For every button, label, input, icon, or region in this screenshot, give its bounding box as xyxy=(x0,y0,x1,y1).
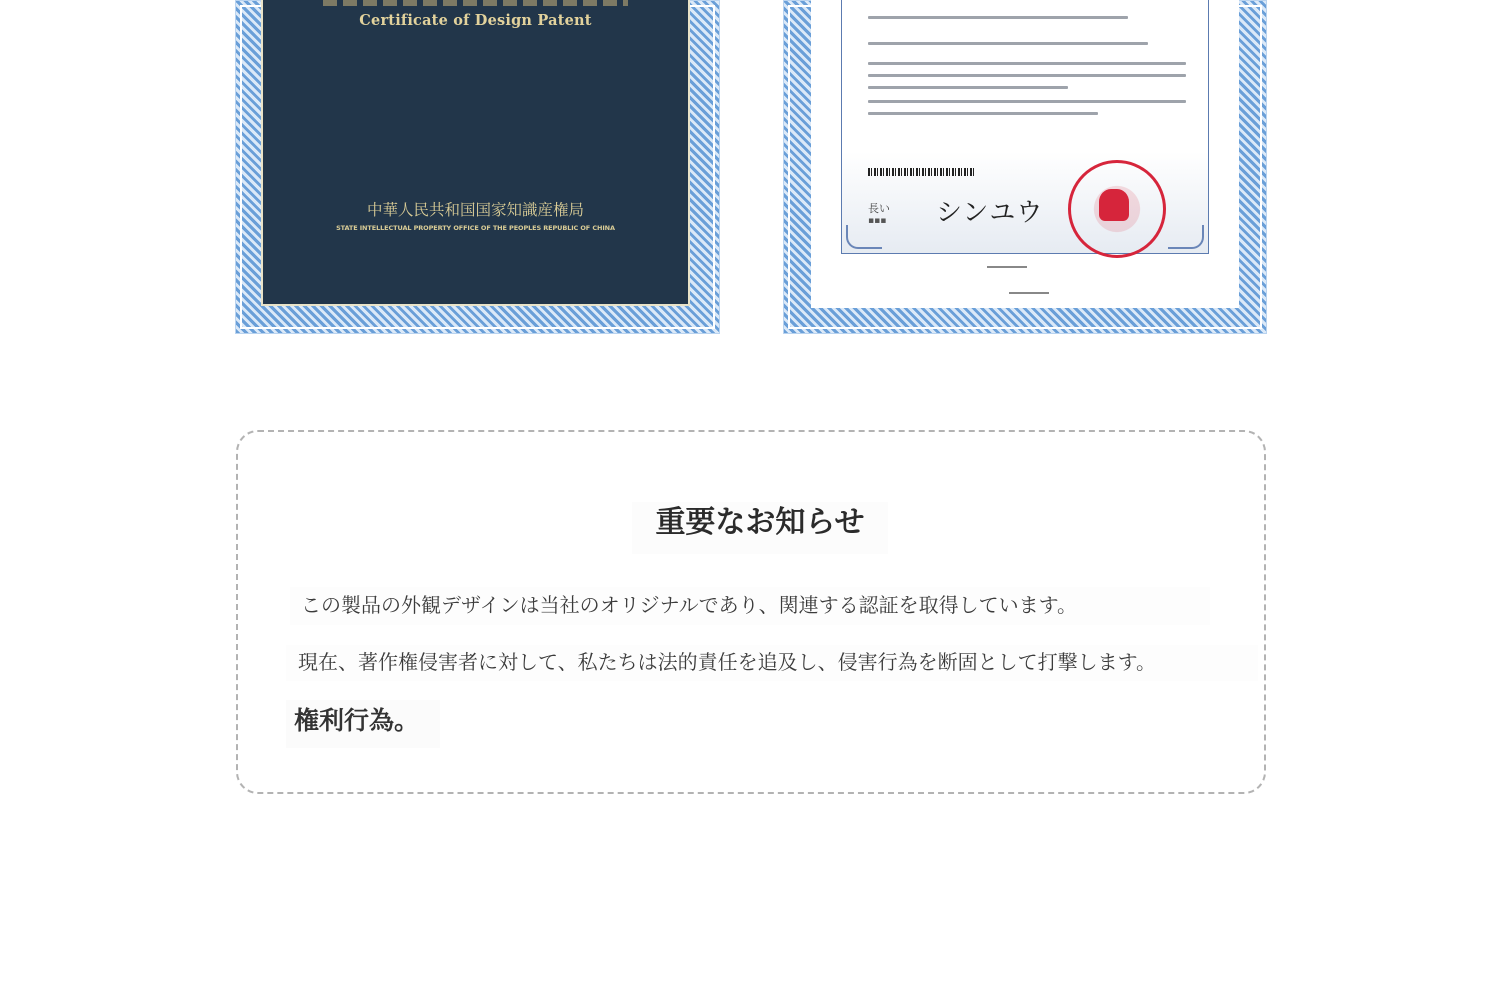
design-patent-certificate-page-image xyxy=(783,0,1267,334)
document-text-line xyxy=(868,62,1186,65)
cover-title-remnant xyxy=(323,0,628,6)
certificate-page xyxy=(811,0,1239,308)
design-patent-certificate-cover-image xyxy=(235,0,720,334)
notice-title: 重要なお知らせ xyxy=(632,502,888,554)
document-text-line xyxy=(868,100,1186,103)
cover-subtitle: Certificate of Design Patent xyxy=(359,12,592,29)
notice-line-design-originality: この製品の外観デザインは当社のオリジナルであり、関連する認証を取得しています。 xyxy=(290,587,1210,625)
ornament-corner-icon xyxy=(846,225,882,249)
footer-text-line xyxy=(1009,292,1049,294)
document-text-line xyxy=(868,86,1068,89)
barcode xyxy=(868,168,976,176)
ornament-corner-icon xyxy=(1168,225,1204,249)
document-text-line xyxy=(868,16,1128,19)
document-text-line xyxy=(868,112,1098,115)
notice-line-legal-action: 現在、著作権侵害者に対して、私たちは法的責任を追及し、侵害行為を断固として打撃します。 xyxy=(286,645,1258,681)
page-number-line xyxy=(987,266,1027,268)
cover-office-name-en: STATE INTELLECTUAL PROPERTY OFFICE OF THE PEOPLES REPUBLIC OF CHINA xyxy=(336,224,615,232)
holder-label-mark: ▪▪▪ xyxy=(868,216,887,226)
cover-office-name: 中華人民共和国国家知識産権局 xyxy=(366,201,584,219)
document-text-line xyxy=(868,42,1148,45)
document-text-line xyxy=(868,74,1186,77)
certificate-cover xyxy=(261,0,690,306)
holder-signature: シンユウ xyxy=(936,198,1044,228)
certificate-paper xyxy=(841,0,1209,254)
notice-line-rights: 権利行為。 xyxy=(286,700,440,748)
official-seal-icon xyxy=(1068,160,1166,258)
holder-label: 長い xyxy=(868,202,890,215)
